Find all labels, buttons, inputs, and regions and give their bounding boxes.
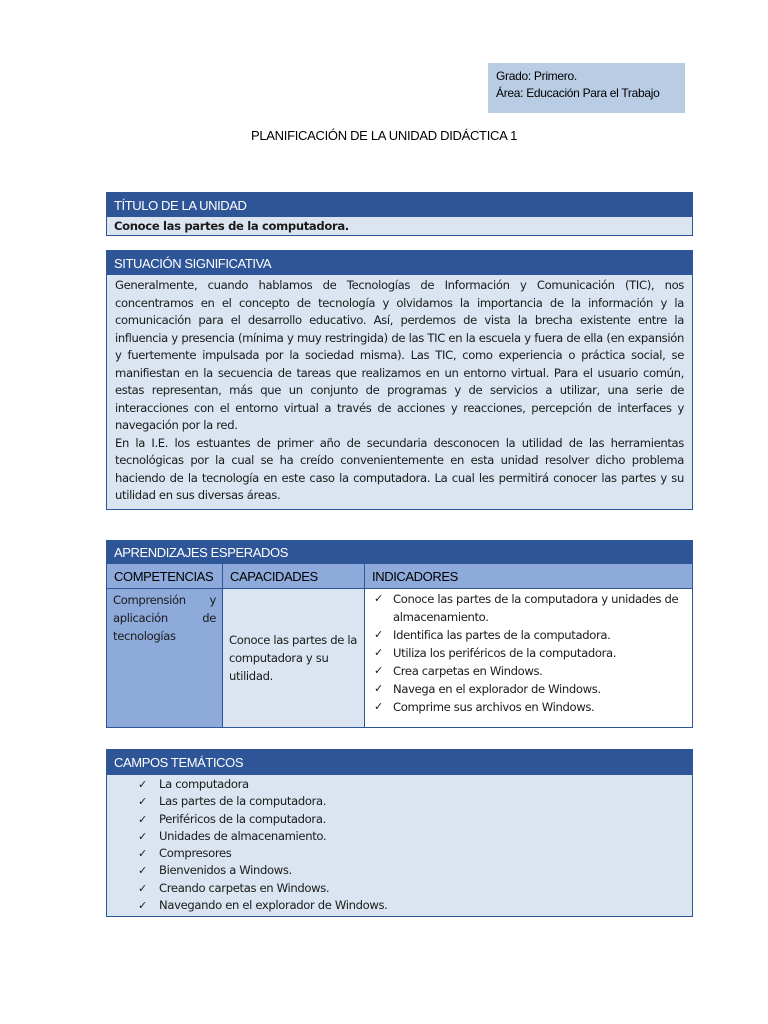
- check-icon: ✓: [138, 847, 147, 861]
- thematic-fields-body: [106, 775, 693, 917]
- list-item: ✓ La computadora: [107, 776, 692, 793]
- column-header-competencias: COMPETENCIAS: [107, 564, 223, 589]
- list-item: ✓ Compresores: [107, 845, 692, 862]
- check-icon: ✓: [138, 881, 147, 895]
- competencia-cell: [107, 589, 223, 728]
- thematic-fields-section: [106, 749, 693, 917]
- competencia-text: Comprensión y aplicación de tecnologías: [113, 593, 216, 643]
- check-icon: ✓: [374, 628, 383, 641]
- grade-label: Grado: Primero.: [496, 69, 577, 83]
- check-icon: ✓: [138, 812, 147, 826]
- thematic-fields-header: CAMPOS TEMÁTICOS: [106, 749, 693, 775]
- indicadores-list: [371, 590, 686, 716]
- list-item: ✓ Identifica las partes de la computadora.: [374, 628, 611, 642]
- list-item: ✓ Las partes de la computadora.: [107, 793, 692, 810]
- list-item: ✓ Comprime sus archivos en Windows.: [374, 700, 595, 714]
- list-item: ✓ Crea carpetas en Windows.: [374, 664, 543, 678]
- list-item: ✓ Periféricos de la computadora.: [107, 811, 692, 828]
- situation-paragraph: Generalmente, cuando hablamos de Tecnologías de Información y Comunicación (TIC), nos concentramos en el concepto de tecnología y olvidamos la importancia de la información y la comunicación para el desarrollo educativo. Así, perdemos de vista la brecha existente entre la influencia y presencia (mínima y muy restringida) de las TIC en la escuela y fuera de ella (en expansión y fuertemente impulsada por la sociedad misma). Las TIC, como experiencia o práctica social, se manifiestan en la secuencia de tareas que realizamos en un entorno virtual. Para el usuario común, estas representan, más que un conjunto de programas y de servicios a utilizar, una serie de interacciones con el entorno virtual a través de acciones y reacciones, percepción de interfaces y navegación por la red.: [115, 278, 684, 432]
- unit-title-header: TÍTULO DE LA UNIDAD: [106, 192, 693, 217]
- check-icon: ✓: [374, 700, 383, 713]
- column-header-indicadores: INDICADORES: [365, 564, 693, 589]
- list-item: ✓ Navegando en el explorador de Windows.: [107, 897, 692, 914]
- significant-situation-body: [106, 275, 693, 510]
- check-icon: ✓: [138, 864, 147, 878]
- capacidad-cell: [223, 589, 365, 728]
- situation-paragraph: En la I.E. los estuantes de primer año de secundaria desconocen la utilidad de las herramientas tecnológicas por la cual se ha creído convenientemente en esta unidad resolver dicho problema haciendo de la tecnología en este caso la computadora. La cual les permitirá conocer las partes y su utilidad en sus diversas áreas.: [115, 435, 684, 502]
- expected-learning-header: APRENDIZAJES ESPERADOS: [106, 540, 693, 563]
- check-icon: ✓: [374, 592, 383, 605]
- indicadores-cell: [365, 589, 693, 728]
- column-header-capacidades: CAPACIDADES: [223, 564, 365, 589]
- list-item: ✓ Bienvenidos a Windows.: [107, 862, 692, 879]
- table-header-row: [107, 564, 693, 589]
- list-item: ✓ Navega en el explorador de Windows.: [374, 682, 601, 696]
- unit-title-value: Conoce las partes de la computadora.: [106, 217, 693, 236]
- check-icon: ✓: [138, 829, 147, 843]
- expected-learning-table: [106, 563, 693, 728]
- significant-situation-section: [106, 250, 693, 510]
- expected-learning-section: [106, 540, 693, 728]
- thematic-fields-list: [107, 776, 692, 914]
- significant-situation-header: SITUACIÓN SIGNIFICATIVA: [106, 250, 693, 275]
- list-item: ✓ Utiliza los periféricos de la computadora.: [374, 646, 617, 660]
- list-item: ✓ Conoce las partes de la computadora y unidades de almacenamiento.: [374, 592, 679, 624]
- list-item: ✓ Creando carpetas en Windows.: [107, 880, 692, 897]
- check-icon: ✓: [374, 682, 383, 695]
- check-icon: ✓: [374, 664, 383, 677]
- capacidad-text: Conoce las partes de la computadora y su utilidad.: [229, 633, 357, 683]
- area-label: Área: Educación Para el Trabajo: [496, 86, 660, 100]
- document-title: PLANIFICACIÓN DE LA UNIDAD DIDÁCTICA 1: [251, 128, 517, 143]
- check-icon: ✓: [138, 795, 147, 809]
- check-icon: ✓: [374, 646, 383, 659]
- unit-title-section: [106, 192, 693, 236]
- check-icon: ✓: [138, 899, 147, 913]
- table-row: [107, 589, 693, 728]
- grade-area-box: [488, 63, 685, 113]
- list-item: ✓ Unidades de almacenamiento.: [107, 828, 692, 845]
- check-icon: ✓: [138, 778, 147, 791]
